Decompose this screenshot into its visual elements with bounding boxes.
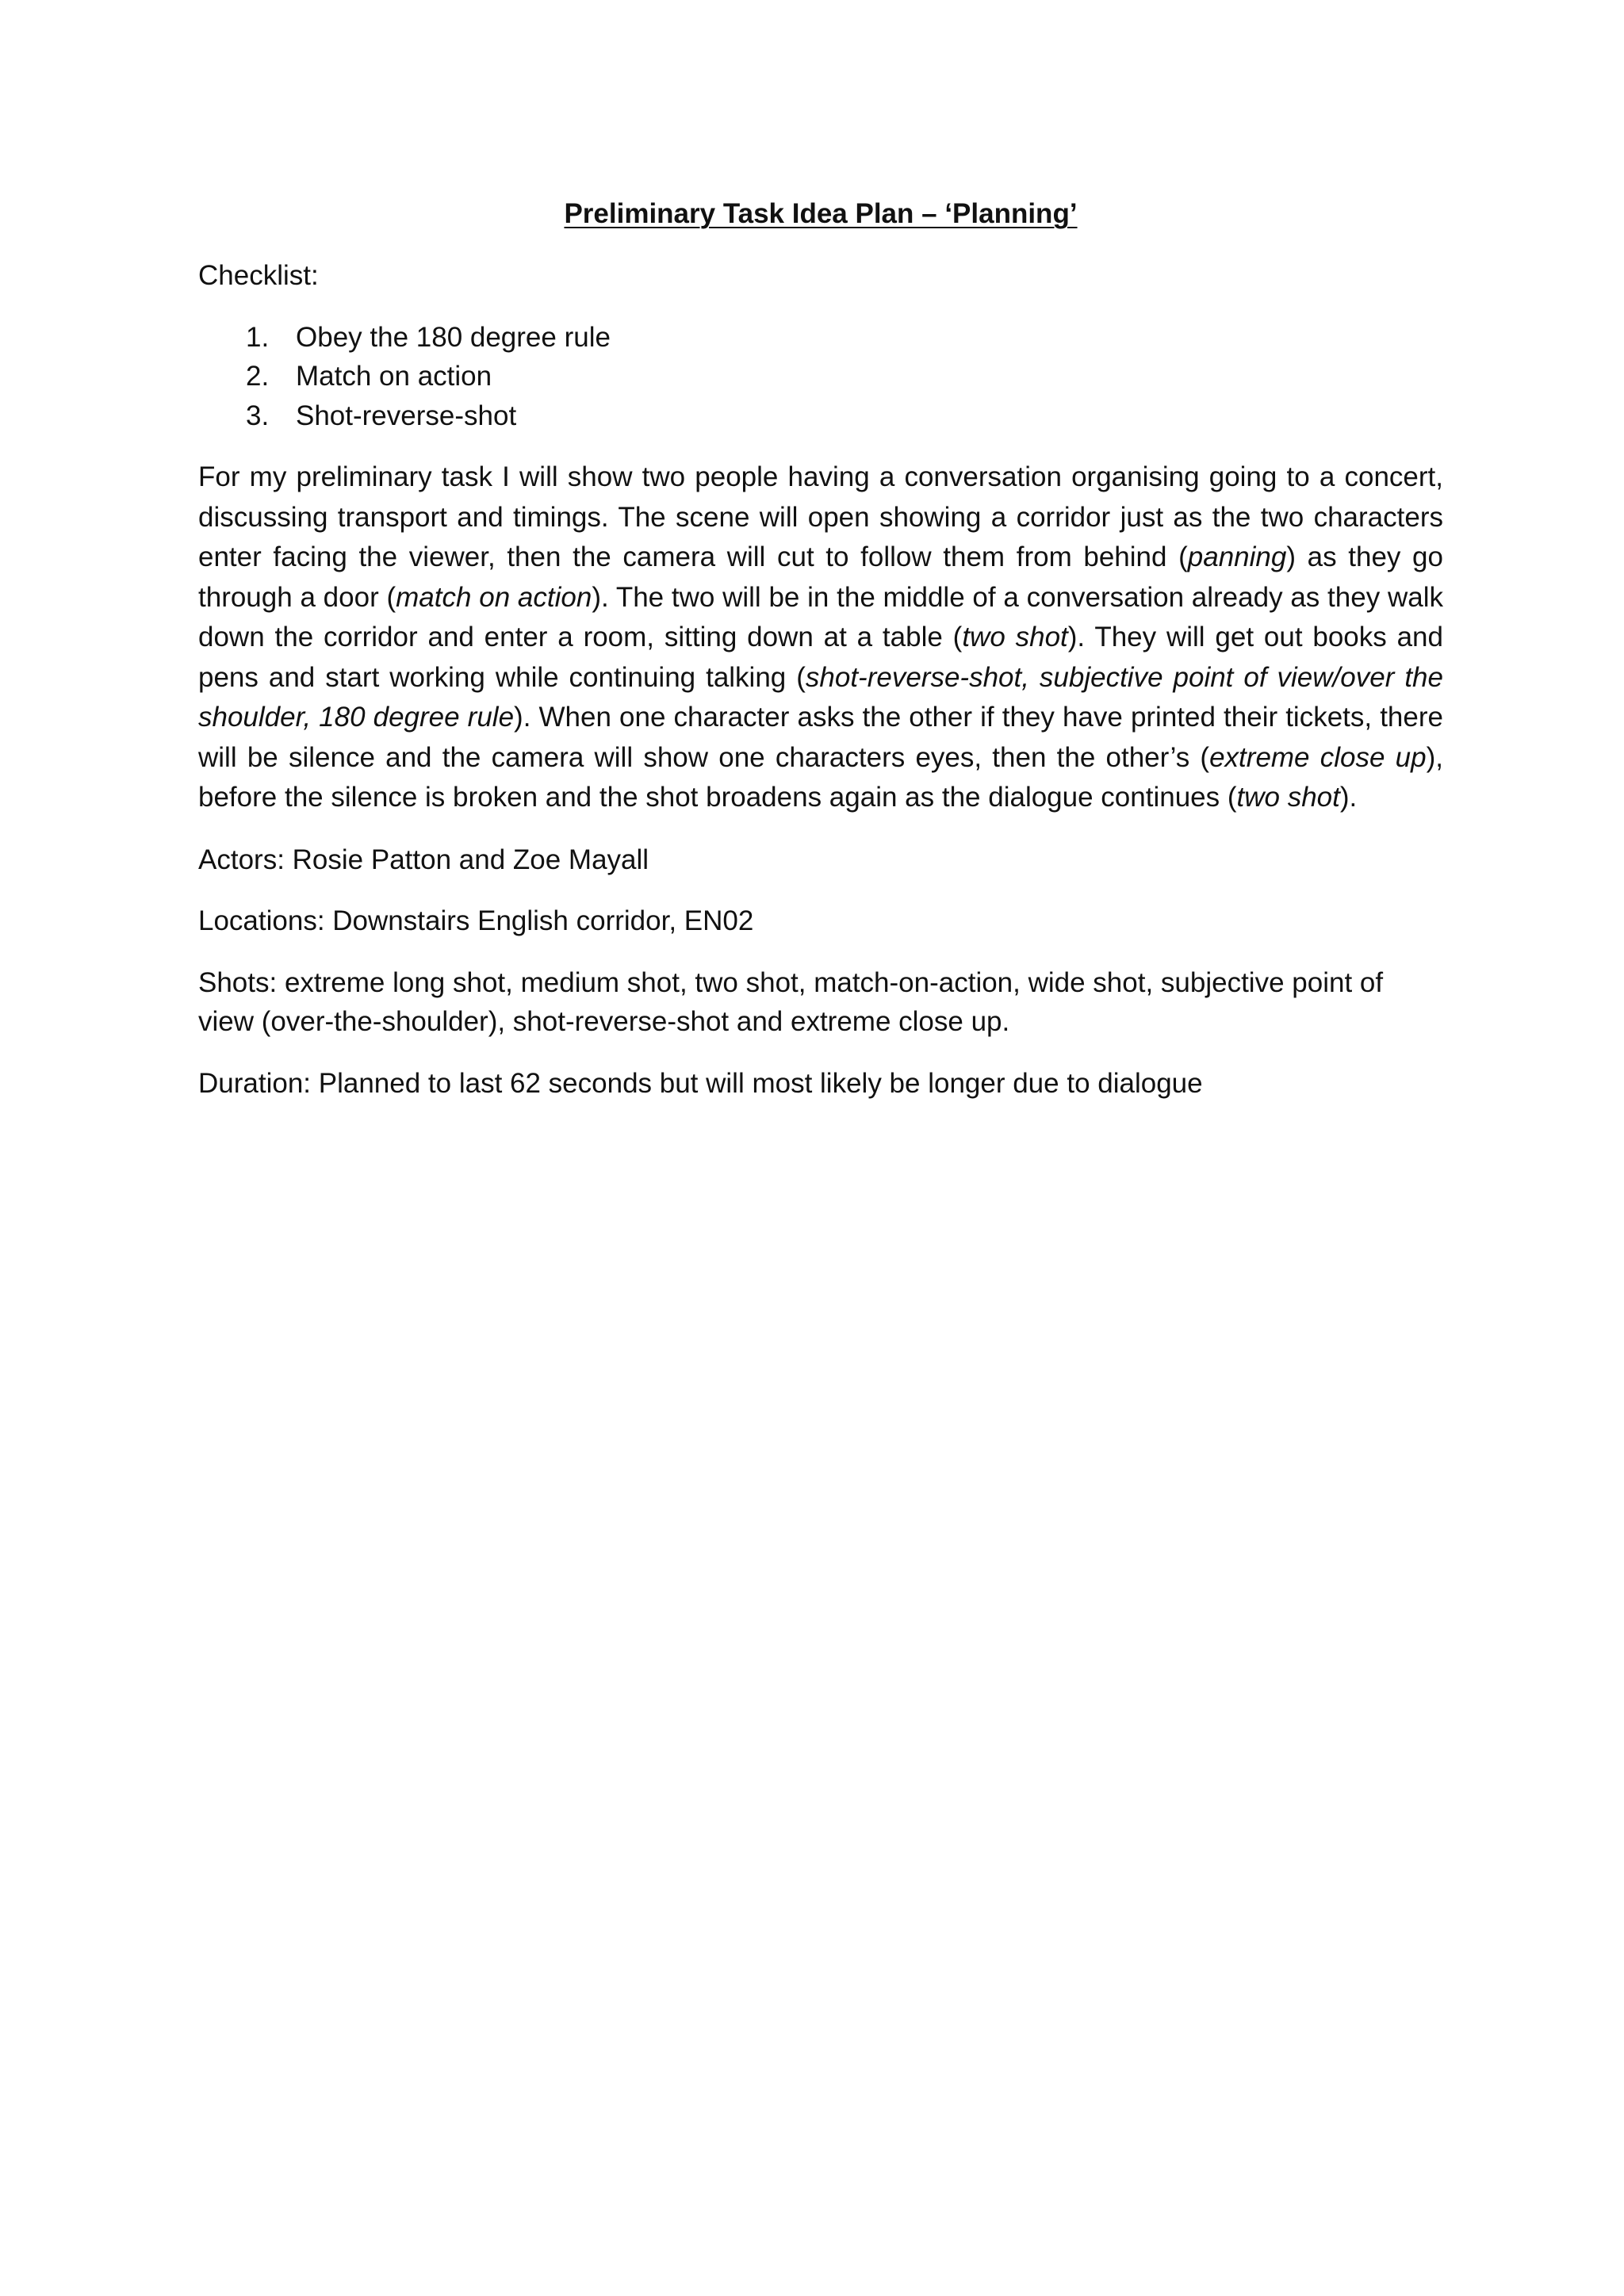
shots-line: Shots: extreme long shot, medium shot, two shot, match-on-action, wide shot, subjective point of view (over-the-shoulder), shot-reverse-shot and extreme close up. <box>198 966 1384 1037</box>
description-text: ) as they go through a door ( <box>198 541 1443 613</box>
description-term: panning <box>1187 541 1287 572</box>
description-term: two shot <box>962 622 1068 652</box>
description-paragraph <box>198 457 1443 818</box>
checklist-item-number: 1. <box>246 321 270 353</box>
checklist-item <box>198 357 1443 396</box>
description-term: match on action <box>396 581 592 613</box>
checklist <box>198 318 1443 436</box>
checklist-item-number: 2. <box>246 361 270 392</box>
checklist-item-number: 3. <box>246 400 270 431</box>
checklist-label: Checklist: <box>198 260 319 291</box>
description-text: ), before the silence is broken and the shot broadens again as the dialogue continues ( <box>198 741 1443 813</box>
description-term: two shot <box>1236 782 1340 813</box>
checklist-item-text: Shot-reverse-shot <box>296 400 517 431</box>
description-text: ). They will get out books and pens and start working while continuing talking ( <box>198 622 1443 693</box>
checklist-item-text: Obey the 180 degree rule <box>296 321 611 353</box>
actors-line: Actors: Rosie Patton and Zoe Mayall <box>198 844 649 875</box>
document-title: Preliminary Task Idea Plan – ‘Planning’ <box>564 198 1078 229</box>
description-term: extreme close up <box>1209 741 1427 773</box>
description-text: ). The two will be in the middle of a conversation already as they walk down the corridor and enter a room, sitting down at a table ( <box>198 581 1443 652</box>
description-text: ). <box>1339 782 1358 813</box>
description-term: shot-reverse-shot, subjective point of view/over the shoulder, 180 degree rule <box>198 661 1443 733</box>
description-text: For my preliminary task I will show two people having a conversation organising going to a concert, discussing transport and timings. The scene will open showing a corridor just as the two characters enter facing the viewer, then the camera will cut to follow them from behind ( <box>198 461 1443 572</box>
duration-line: Duration: Planned to last 62 seconds but will most likely be longer due to dialogue <box>198 1067 1203 1099</box>
checklist-item <box>198 396 1443 436</box>
checklist-item-text: Match on action <box>296 361 492 392</box>
document-content <box>198 194 1443 1125</box>
description-text: ). When one character asks the other if they have printed their tickets, there will be silence and the camera will show one characters eyes, then the other’s ( <box>198 702 1443 773</box>
checklist-item <box>198 318 1443 358</box>
locations-line: Locations: Downstairs English corridor, EN02 <box>198 905 754 936</box>
